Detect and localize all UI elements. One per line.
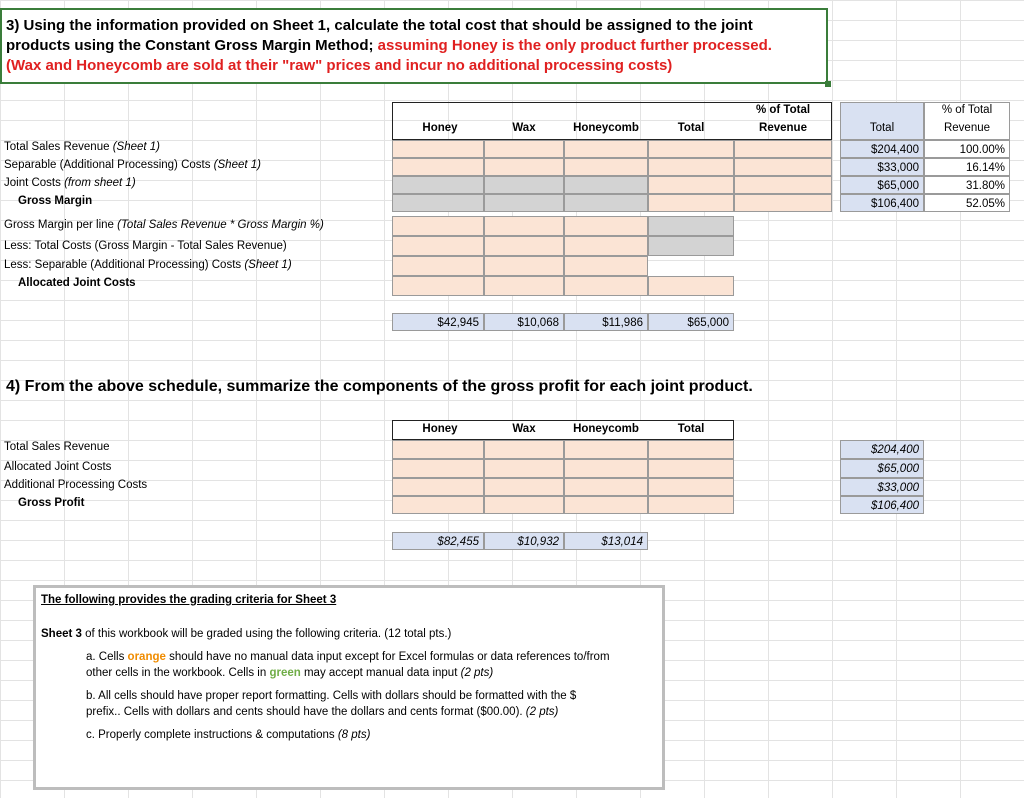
t1-answer-total[interactable]: $65,000 bbox=[648, 313, 734, 331]
cell[interactable] bbox=[564, 158, 648, 176]
t2-header-honey: Honey bbox=[422, 423, 458, 435]
ref1-pct[interactable]: 52.05% bbox=[924, 194, 1010, 212]
ref2-value[interactable]: $65,000 bbox=[840, 459, 924, 478]
cell[interactable] bbox=[484, 236, 564, 256]
cell[interactable] bbox=[392, 496, 484, 514]
ref1-total[interactable]: $33,000 bbox=[840, 158, 924, 176]
selection-handle[interactable] bbox=[825, 81, 831, 87]
t1-header-honey: Honey bbox=[422, 122, 458, 134]
grading-a-line1 bbox=[86, 651, 610, 663]
ref1-pct[interactable]: 31.80% bbox=[924, 176, 1010, 194]
grading-a-green: green bbox=[269, 667, 301, 679]
ref1-total[interactable]: $65,000 bbox=[840, 176, 924, 194]
cell[interactable] bbox=[648, 140, 734, 158]
cell[interactable] bbox=[564, 440, 648, 459]
cell[interactable] bbox=[648, 236, 734, 256]
cell[interactable] bbox=[392, 440, 484, 459]
cell[interactable] bbox=[392, 158, 484, 176]
t2-header-wax: Wax bbox=[512, 423, 536, 435]
q3-line2-red: assuming Honey is the only product further processed. bbox=[377, 37, 772, 54]
grading-a-line2-prefix: other cells in the workbook. Cells in bbox=[86, 667, 270, 679]
cell[interactable] bbox=[484, 496, 564, 514]
cell[interactable] bbox=[564, 176, 648, 194]
cell[interactable] bbox=[484, 276, 564, 296]
t1-label-sales-revenue: Total Sales Revenue (Sheet 1) bbox=[4, 141, 160, 153]
cell[interactable] bbox=[564, 478, 648, 496]
t1-label-less-total-costs: Less: Total Costs (Gross Margin - Total Sales Revenue) bbox=[4, 240, 287, 252]
cell[interactable] bbox=[484, 194, 564, 212]
cell[interactable] bbox=[392, 194, 484, 212]
t2-label-allocated-joint: Allocated Joint Costs bbox=[4, 461, 112, 473]
t1-label-gross-margin: Gross Margin bbox=[18, 195, 93, 207]
t1-answer-honey[interactable]: $42,945 bbox=[392, 313, 484, 331]
cell[interactable] bbox=[392, 478, 484, 496]
cell[interactable] bbox=[564, 216, 648, 236]
cell[interactable] bbox=[734, 158, 832, 176]
t1-answer-honeycomb[interactable]: $11,986 bbox=[564, 313, 648, 331]
question-4-title: 4) From the above schedule, summarize the components of the gross profit for each joint product. bbox=[6, 378, 753, 395]
t2-answer-honeycomb[interactable]: $13,014 bbox=[564, 532, 648, 550]
grading-c-line bbox=[86, 729, 370, 741]
grading-intro-rest: of this workbook will be graded using the following criteria. (12 total pts.) bbox=[81, 628, 452, 640]
ref1-pct[interactable]: 100.00% bbox=[924, 140, 1010, 158]
t1-header-total: Total bbox=[677, 122, 705, 134]
cell[interactable] bbox=[734, 194, 832, 212]
t2-answer-honey[interactable]: $82,455 bbox=[392, 532, 484, 550]
ref1-total[interactable]: $106,400 bbox=[840, 194, 924, 212]
t1-label-less-separable: Less: Separable (Additional Processing) Costs (Sheet 1) bbox=[4, 259, 292, 271]
grading-a-orange: orange bbox=[127, 651, 166, 663]
cell[interactable] bbox=[392, 236, 484, 256]
cell[interactable] bbox=[392, 459, 484, 478]
cell[interactable] bbox=[648, 194, 734, 212]
cell[interactable] bbox=[648, 158, 734, 176]
cell[interactable] bbox=[564, 276, 648, 296]
cell[interactable] bbox=[648, 440, 734, 459]
question-3-box[interactable] bbox=[0, 8, 828, 84]
cell[interactable] bbox=[484, 140, 564, 158]
cell[interactable] bbox=[484, 459, 564, 478]
grading-a-line2-suffix: may accept manual data input bbox=[300, 667, 461, 679]
t1-header-pct-2: Revenue bbox=[759, 122, 807, 134]
cell[interactable] bbox=[484, 478, 564, 496]
ref1-header-pct-2: Revenue bbox=[943, 122, 991, 134]
cell[interactable] bbox=[648, 176, 734, 194]
grading-criteria-box[interactable] bbox=[33, 585, 665, 790]
t2-header-honeycomb: Honeycomb bbox=[573, 423, 639, 435]
cell[interactable] bbox=[564, 140, 648, 158]
ref2-value[interactable]: $33,000 bbox=[840, 478, 924, 496]
cell[interactable] bbox=[484, 176, 564, 194]
cell[interactable] bbox=[484, 158, 564, 176]
grading-a-line2 bbox=[86, 667, 493, 679]
ref2-value[interactable]: $106,400 bbox=[840, 496, 924, 514]
t2-label-gross-profit: Gross Profit bbox=[18, 497, 85, 509]
cell[interactable] bbox=[392, 276, 484, 296]
cell[interactable] bbox=[392, 216, 484, 236]
t1-label-gm-per-line: Gross Margin per line (Total Sales Revenue * Gross Margin %) bbox=[4, 219, 324, 231]
t2-header-total: Total bbox=[677, 423, 705, 435]
cell[interactable] bbox=[564, 194, 648, 212]
cell[interactable] bbox=[484, 216, 564, 236]
t1-header-pct-1: % of Total bbox=[755, 104, 811, 116]
t2-label-additional-costs: Additional Processing Costs bbox=[4, 479, 148, 491]
cell[interactable] bbox=[564, 256, 648, 276]
cell[interactable] bbox=[564, 459, 648, 478]
ref1-header-total: Total bbox=[869, 122, 895, 134]
t2-label-sales-revenue: Total Sales Revenue bbox=[4, 441, 110, 453]
t2-answer-wax[interactable]: $10,932 bbox=[484, 532, 564, 550]
q3-line1: 3) Using the information provided on Sheet 1, calculate the total cost that should be assigned to the joint bbox=[6, 17, 753, 34]
t1-answer-wax[interactable]: $10,068 bbox=[484, 313, 564, 331]
grading-b-line2 bbox=[86, 706, 558, 718]
grading-title: The following provides the grading criteria for Sheet 3 bbox=[41, 594, 337, 606]
grading-b-line2-text: prefix.. Cells with dollars and cents should have the dollars and cents format ($00.00). bbox=[86, 706, 526, 718]
cell[interactable] bbox=[564, 496, 648, 514]
t1-label-joint-costs: Joint Costs (from sheet 1) bbox=[4, 177, 136, 189]
ref1-total[interactable]: $204,400 bbox=[840, 140, 924, 158]
grading-intro-sheet: Sheet 3 bbox=[41, 628, 82, 640]
cell[interactable] bbox=[648, 478, 734, 496]
t1-header-wax: Wax bbox=[512, 122, 536, 134]
q3-line2 bbox=[6, 36, 822, 56]
t1-label-allocated-joint: Allocated Joint Costs bbox=[18, 277, 136, 289]
cell[interactable] bbox=[734, 140, 832, 158]
ref1-header-pct-1: % of Total bbox=[941, 104, 993, 116]
cell[interactable] bbox=[392, 140, 484, 158]
cell[interactable] bbox=[734, 176, 832, 194]
grading-intro bbox=[41, 628, 451, 640]
q3-line2-plain: products using the Constant Gross Margin Method; bbox=[6, 37, 378, 54]
q3-line3: (Wax and Honeycomb are sold at their "raw" prices and incur no additional processing costs) bbox=[6, 57, 673, 74]
grading-a-mid: should have no manual data input except for Excel formulas or data references to/from bbox=[165, 651, 610, 663]
t1-header-honeycomb: Honeycomb bbox=[573, 122, 639, 134]
t1-header-frame bbox=[392, 102, 832, 140]
t1-label-separable-costs: Separable (Additional Processing) Costs (Sheet 1) bbox=[4, 159, 261, 171]
cell[interactable] bbox=[564, 236, 648, 256]
cell[interactable] bbox=[392, 256, 484, 276]
grading-b-pts: (2 pts) bbox=[525, 706, 559, 718]
cell[interactable] bbox=[648, 496, 734, 514]
grading-c-pts: (8 pts) bbox=[337, 729, 371, 741]
cell[interactable] bbox=[648, 216, 734, 236]
grading-a-pts: (2 pts) bbox=[460, 667, 494, 679]
cell[interactable] bbox=[648, 459, 734, 478]
ref1-header-cell bbox=[840, 102, 924, 140]
cell[interactable] bbox=[392, 176, 484, 194]
cell[interactable] bbox=[648, 276, 734, 296]
ref2-value[interactable]: $204,400 bbox=[840, 440, 924, 459]
cell[interactable] bbox=[484, 256, 564, 276]
grading-b-line1: b. All cells should have proper report formatting. Cells with dollars should be formatted with the $ bbox=[86, 690, 577, 702]
cell[interactable] bbox=[484, 440, 564, 459]
grading-c-text: c. Properly complete instructions & computations bbox=[86, 729, 338, 741]
ref1-pct[interactable]: 16.14% bbox=[924, 158, 1010, 176]
grading-a-prefix: a. Cells bbox=[86, 651, 128, 663]
